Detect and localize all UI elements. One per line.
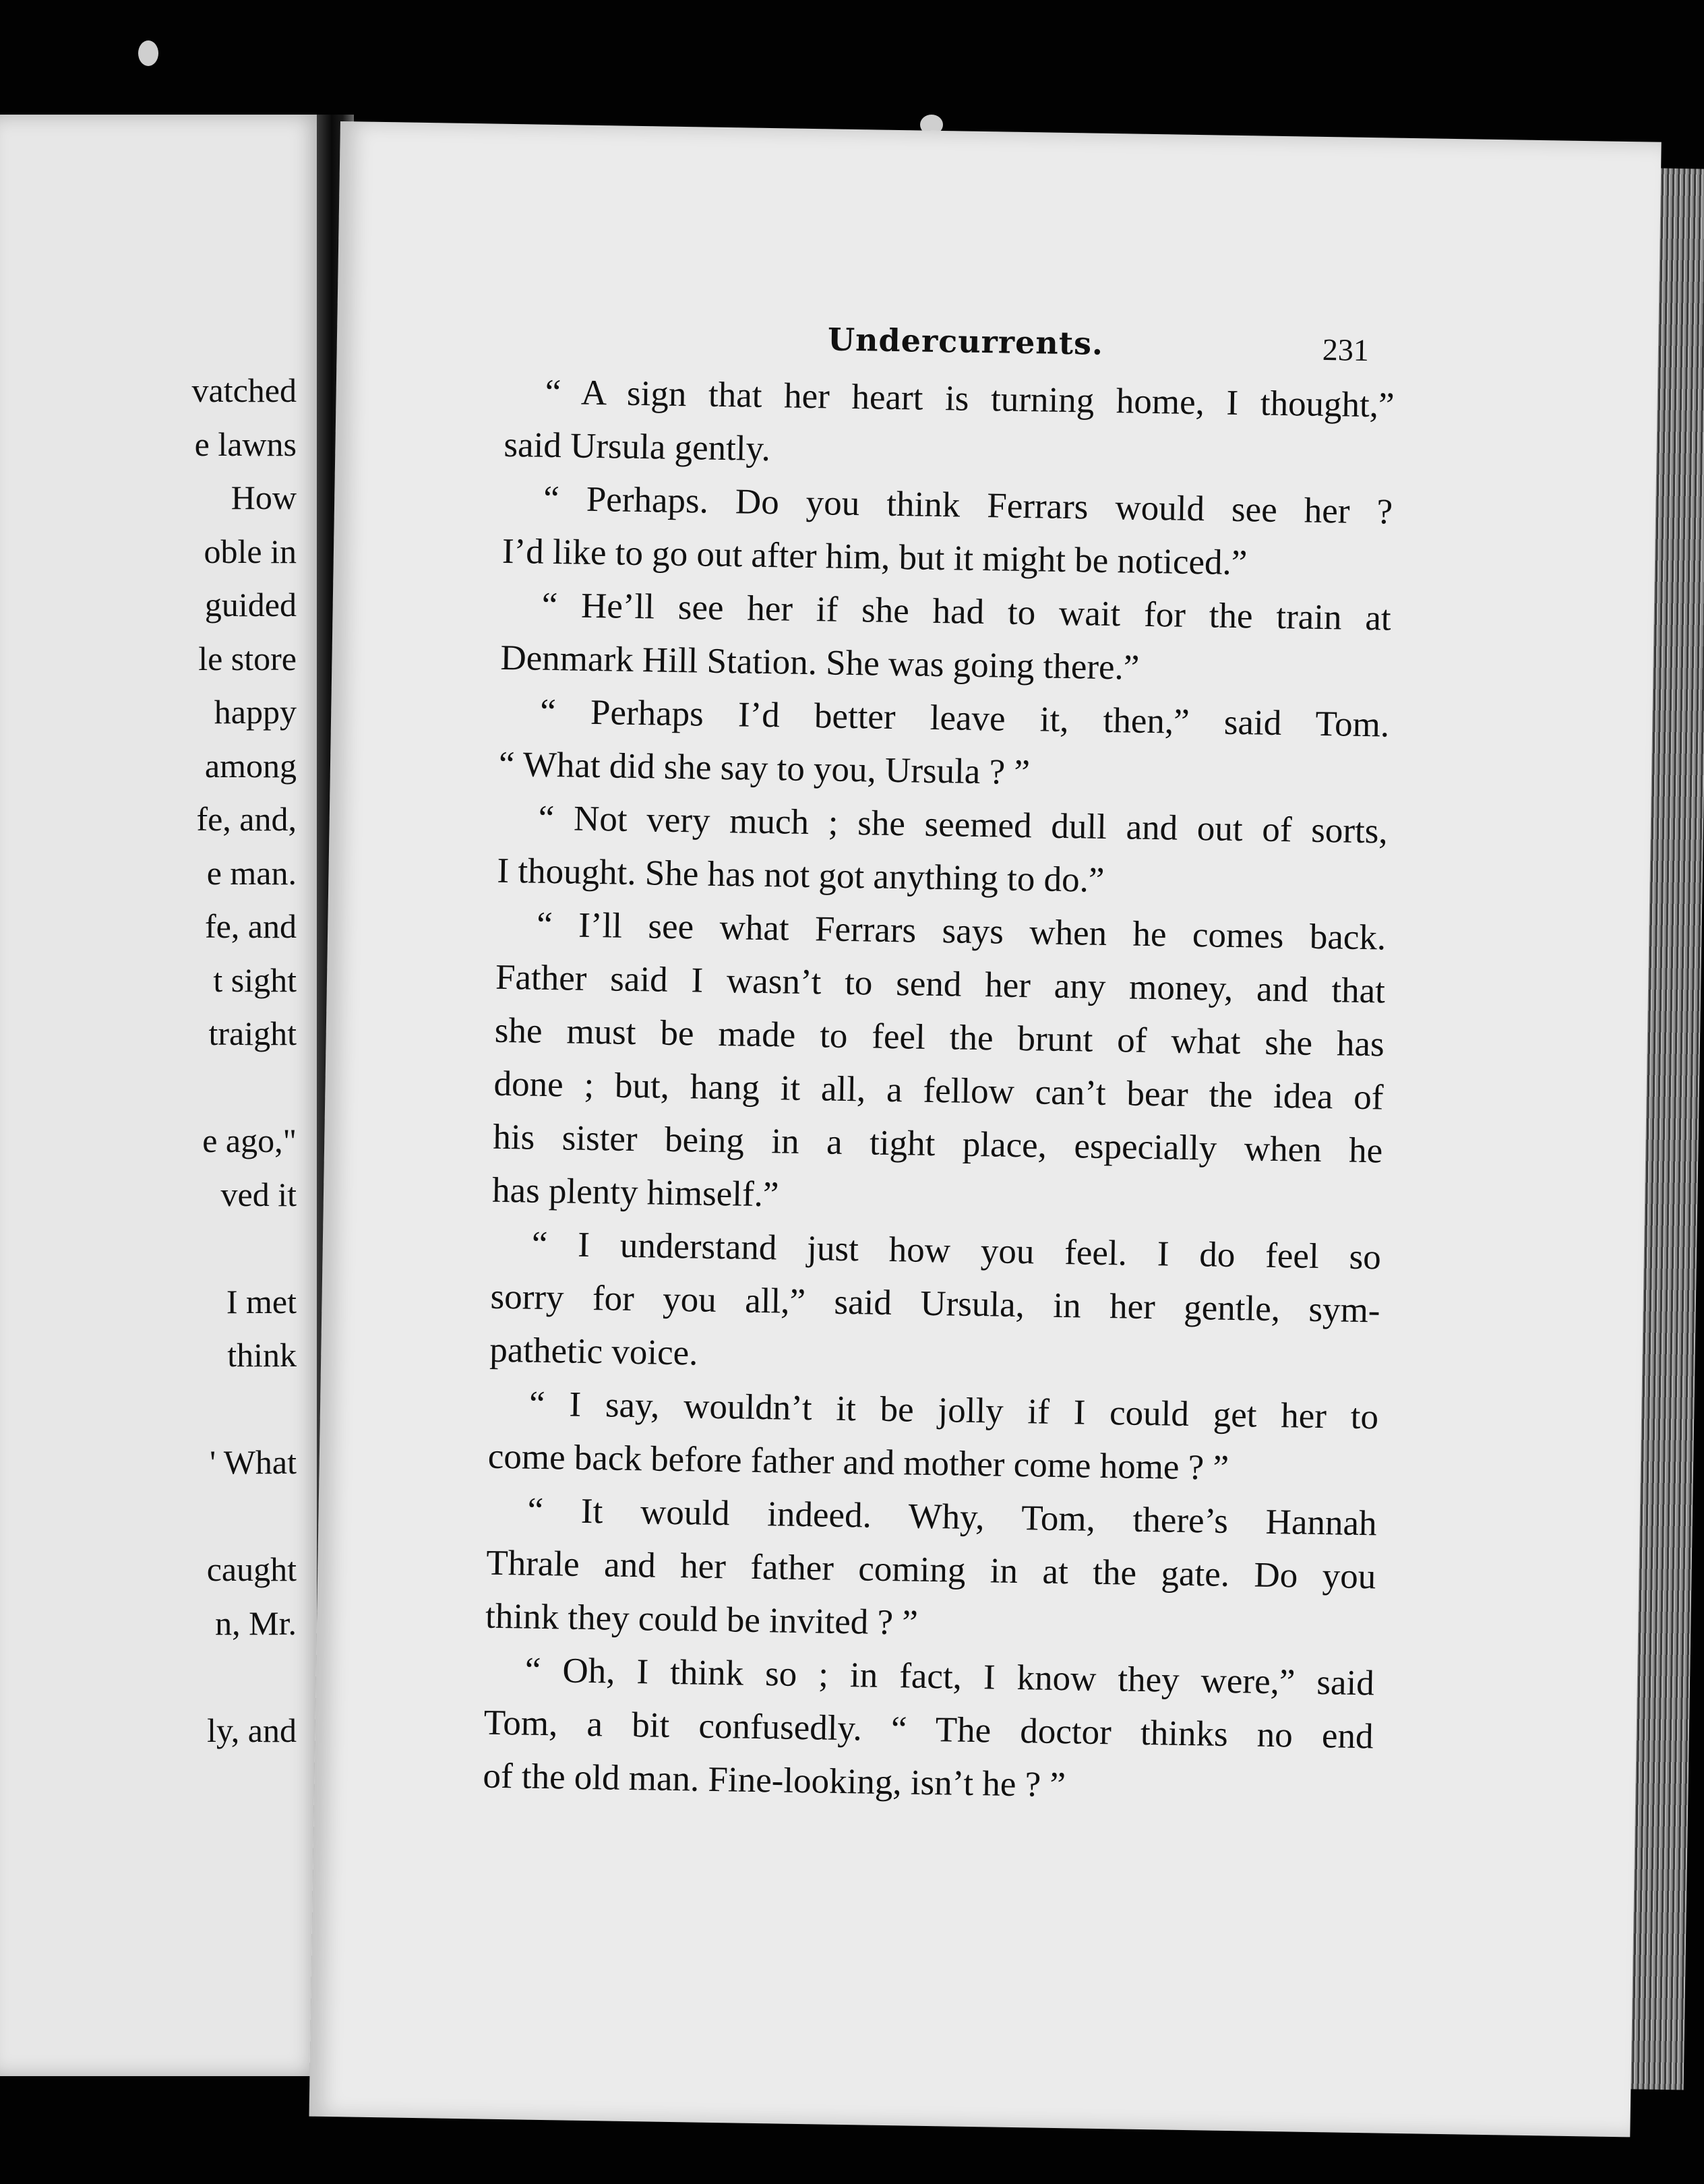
- text-line: Tom, a bit confusedly. “ The doctor thinks no end: [483, 1703, 1374, 1757]
- left-page-line: caught: [206, 1550, 297, 1588]
- left-page-line: vatched: [191, 371, 297, 409]
- text-line: “ It would indeed. Why, Tom, there’s Hannah: [527, 1490, 1377, 1544]
- text-line: has plenty himself.”: [491, 1170, 779, 1215]
- left-page-line: guided: [204, 586, 297, 624]
- left-page-line: oble in: [204, 532, 297, 570]
- left-page-line: among: [204, 746, 297, 785]
- left-page-line: How: [231, 479, 297, 516]
- left-page-line: I met: [226, 1282, 297, 1321]
- text-line: Denmark Hill Station. She was going there.”: [500, 638, 1140, 688]
- text-line: his sister being in a tight place, especially when he: [492, 1117, 1383, 1171]
- text-line: “ I understand just how you feel. I do feel so: [531, 1224, 1382, 1277]
- left-page-line: think: [227, 1336, 297, 1374]
- text-line: I thought. She has not got anything to do.”: [497, 851, 1105, 900]
- text-line: “ Perhaps I’d better leave it, then,” said Tom.: [539, 692, 1390, 745]
- text-line: “ I say, wouldn’t it be jolly if I could get her to: [528, 1384, 1379, 1437]
- text-line: I’d like to go out after him, but it might be noticed.”: [501, 531, 1248, 583]
- left-page-line: happy: [214, 693, 297, 731]
- text-line: she must be made to feel the brunt of what she has: [494, 1010, 1385, 1064]
- page-number: 231: [1322, 332, 1370, 368]
- left-page-line: traight: [208, 1014, 297, 1052]
- left-page-line: fe, and: [204, 907, 297, 945]
- running-head-title: Undercurrents.: [827, 321, 1104, 362]
- text-line: think they could be invited ? ”: [485, 1596, 919, 1643]
- text-line: come back before father and mother come home ? ”: [487, 1436, 1229, 1488]
- text-line: pathetic voice.: [489, 1330, 698, 1373]
- left-page-line: e lawns: [194, 425, 297, 463]
- right-page: [309, 121, 1662, 2137]
- text-line: Thrale and her father coming in at the gate. Do you: [485, 1543, 1376, 1597]
- left-page-line: ved it: [220, 1175, 297, 1213]
- left-page-line: ' What: [210, 1443, 297, 1481]
- text-line: said Ursula gently.: [504, 425, 771, 469]
- left-page-line: fe, and,: [196, 800, 297, 838]
- text-line: “ Oh, I think so ; in fact, I know they were,” said: [524, 1650, 1375, 1703]
- text-line: “ What did she say to you, Ursula ? ”: [498, 744, 1031, 793]
- text-line: Father said I wasn’t to send her any money, and that: [495, 957, 1386, 1011]
- left-page-line: le store: [198, 639, 297, 677]
- left-page-line: e ago,": [202, 1122, 297, 1159]
- left-page-line: e man.: [206, 853, 297, 892]
- text-line: “ Perhaps. Do you think Ferrars would see her ?: [543, 479, 1393, 532]
- left-page-line: ly, and: [207, 1711, 297, 1749]
- left-page-line: n, Mr.: [215, 1604, 297, 1642]
- dust-speck: [138, 40, 158, 66]
- text-line: “ Not very much ; she seemed dull and out of sorts,: [538, 798, 1389, 851]
- left-page-line: t sight: [213, 961, 297, 999]
- text-line: done ; but, hang it all, a fellow can’t bear the idea of: [493, 1064, 1384, 1118]
- text-line: “ He’ll see her if she had to wait for the train at: [541, 585, 1392, 638]
- body-text: [483, 365, 1395, 1817]
- text-line: “ I’ll see what Ferrars says when he comes back.: [536, 905, 1387, 958]
- text-line: “ A sign that her heart is turning home, I thought,”: [545, 372, 1395, 425]
- text-line: sorry for you all,” said Ursula, in her gentle, sym-: [490, 1277, 1380, 1331]
- left-page: [0, 115, 324, 2076]
- text-line: of the old man. Fine-looking, isn’t he ? ”: [483, 1756, 1066, 1805]
